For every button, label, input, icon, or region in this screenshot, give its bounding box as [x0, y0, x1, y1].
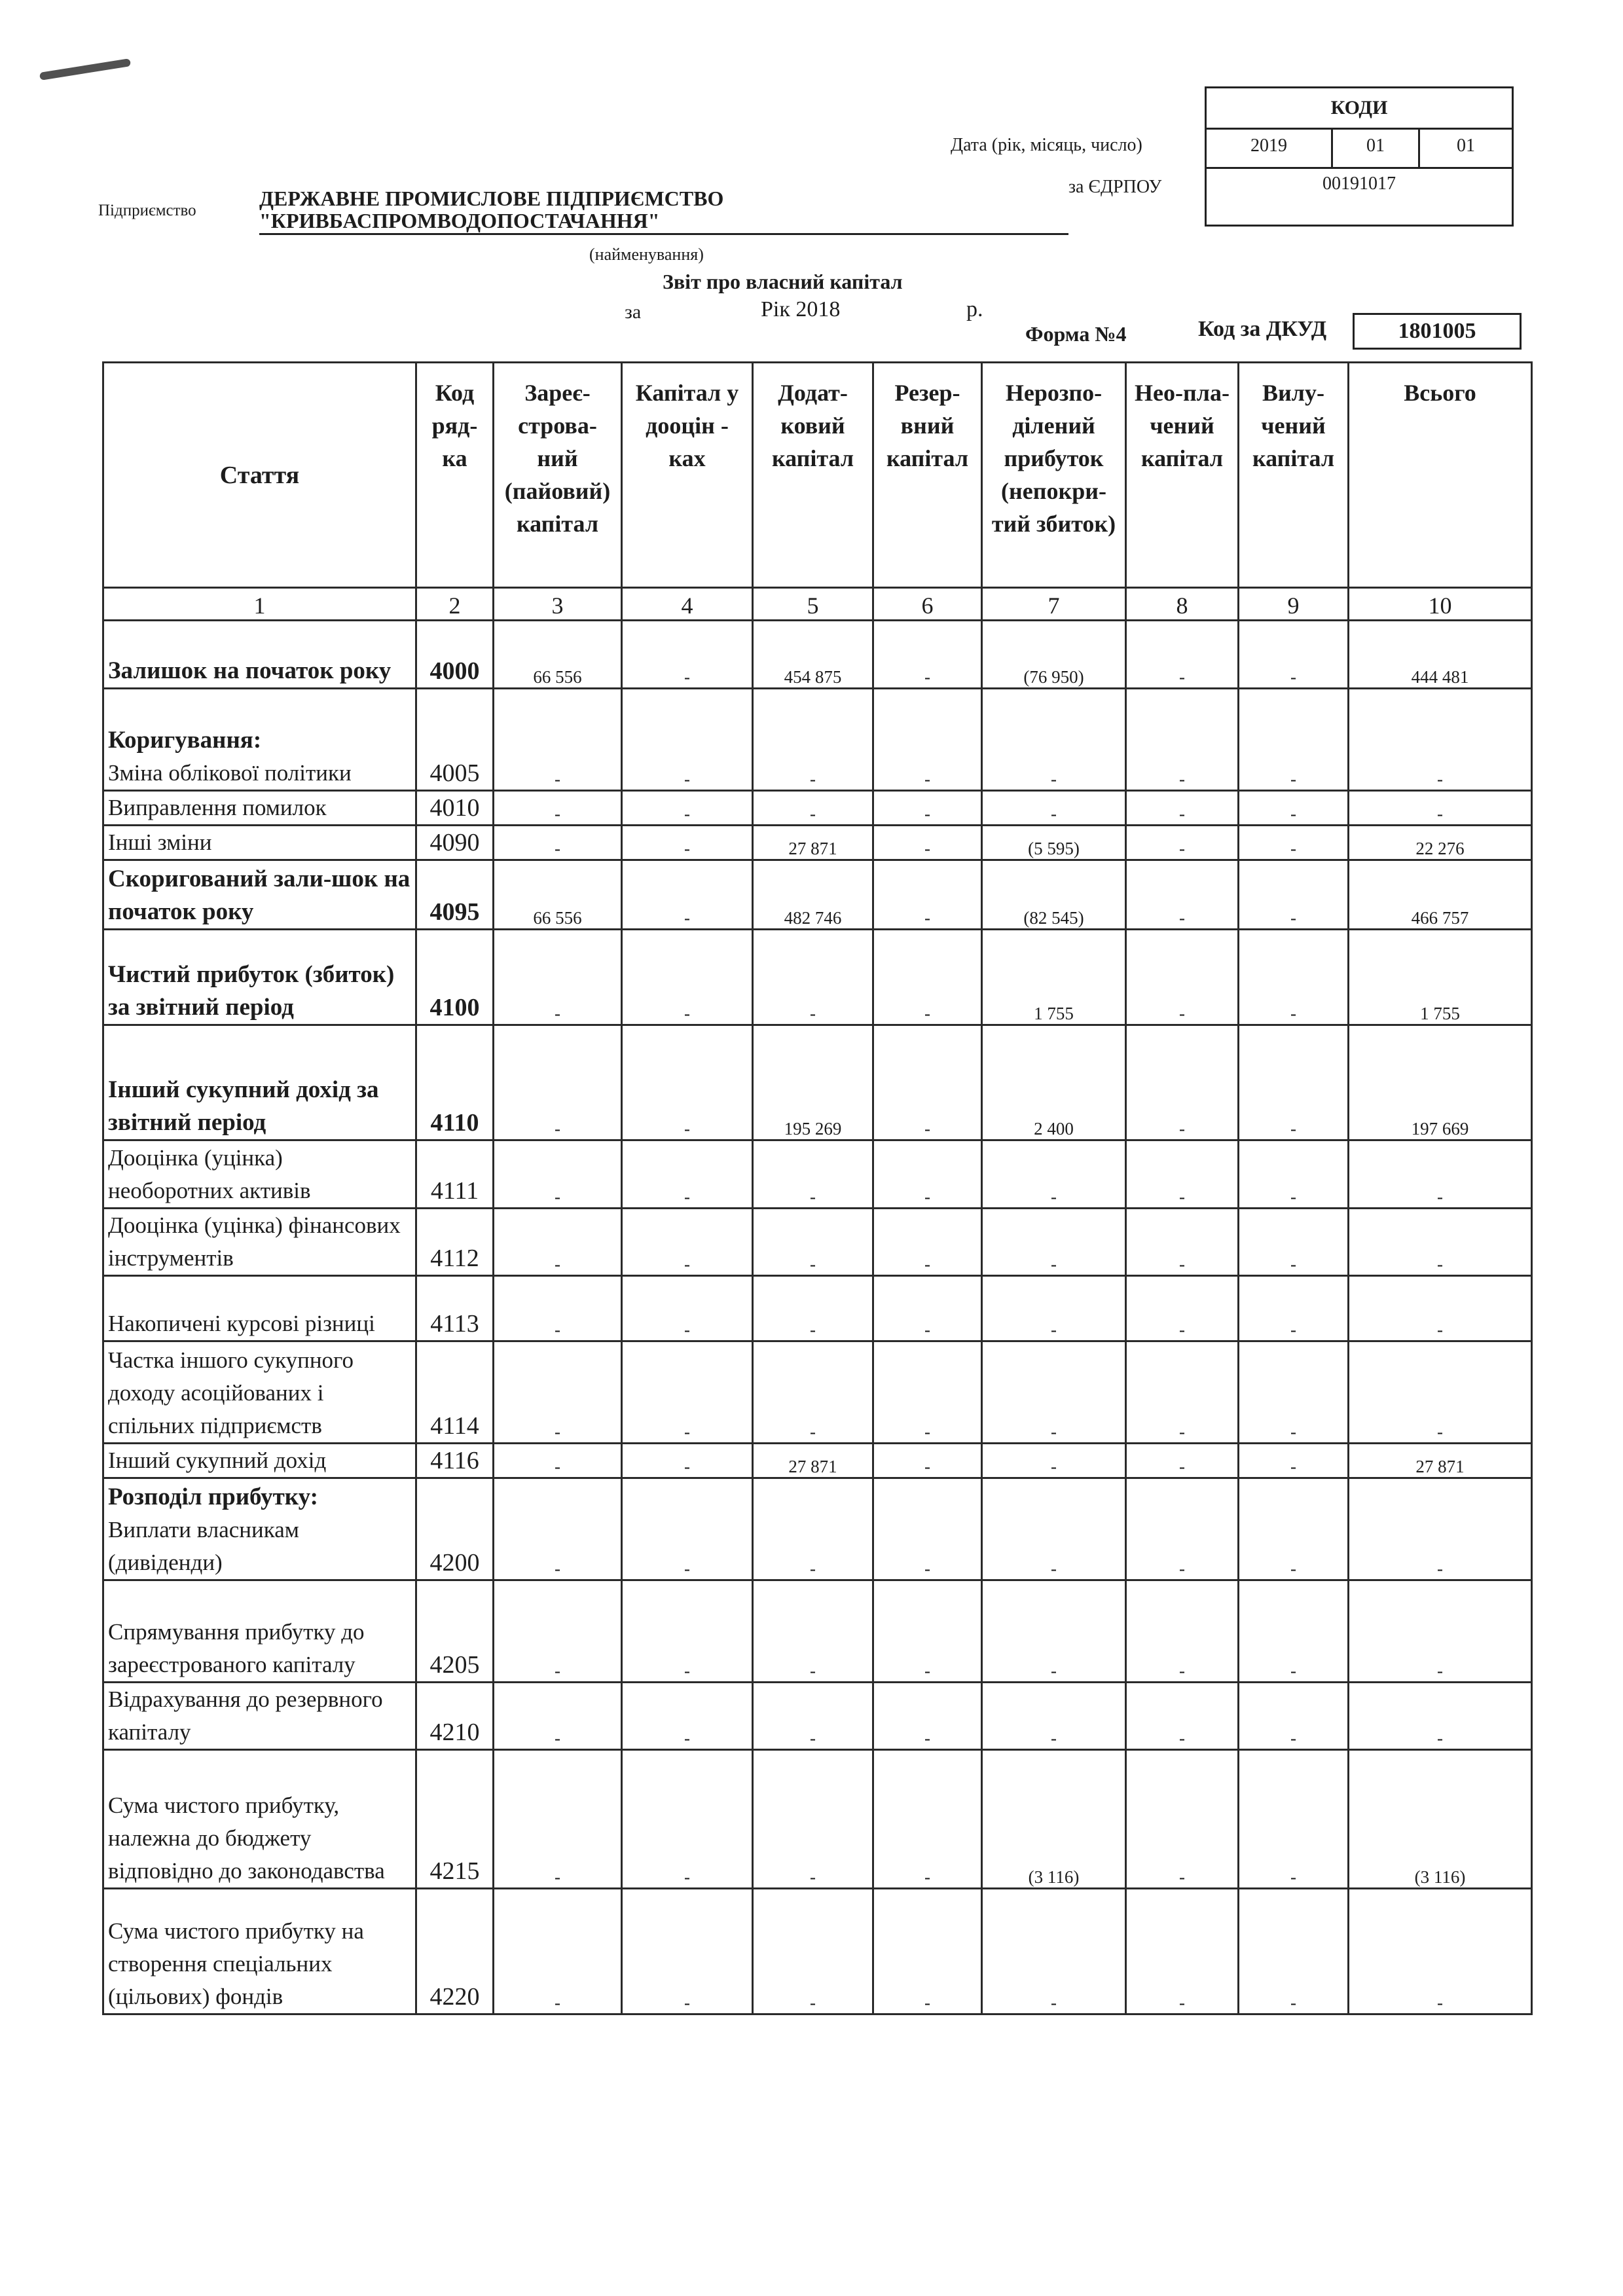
row-code: 4210 — [416, 1683, 494, 1750]
table-row — [103, 1683, 1532, 1750]
date-day: 01 — [1457, 136, 1475, 156]
row-value: 454 875 — [753, 621, 873, 689]
row-value: 27 871 — [1349, 1444, 1532, 1478]
row-value: - — [873, 1478, 982, 1580]
row-value: - — [1239, 1580, 1349, 1683]
dkud-label: Код за ДКУД — [1198, 317, 1327, 341]
row-article — [103, 826, 416, 860]
row-value: - — [1239, 1444, 1349, 1478]
table-row — [103, 1341, 1532, 1444]
row-value: 1 755 — [1349, 930, 1532, 1025]
row-article-label: Накопичені курсові різниці — [108, 1311, 375, 1336]
row-value: - — [1126, 860, 1239, 930]
row-article — [103, 1140, 416, 1209]
edrpou-label: за ЄДРПОУ — [1068, 177, 1162, 197]
header-additional-capital: Додат-ковий капітал — [753, 363, 873, 588]
table-row — [103, 1209, 1532, 1276]
row-value: 27 871 — [753, 826, 873, 860]
row-value: - — [873, 930, 982, 1025]
row-value: - — [873, 860, 982, 930]
row-article — [103, 689, 416, 791]
row-value: - — [1239, 1140, 1349, 1209]
row-code: 4095 — [416, 860, 494, 930]
row-value: 482 746 — [753, 860, 873, 930]
row-value: (3 116) — [982, 1750, 1126, 1889]
row-article — [103, 1683, 416, 1750]
row-value: - — [622, 791, 753, 826]
col-number: 10 — [1349, 588, 1532, 621]
dkud-code: 1801005 — [1353, 313, 1522, 350]
row-value: - — [1126, 1478, 1239, 1580]
enterprise-name-line1: ДЕРЖАВНЕ ПРОМИСЛОВЕ ПІДПРИЄМСТВО — [259, 187, 724, 210]
codes-title: КОДИ — [1207, 88, 1512, 130]
row-value: (5 595) — [982, 826, 1126, 860]
row-value: - — [1239, 826, 1349, 860]
header-code: Код ряд-ка — [416, 363, 494, 588]
row-value: 2 400 — [982, 1025, 1126, 1140]
row-value: - — [1349, 1683, 1532, 1750]
row-value: - — [622, 1276, 753, 1341]
table-row — [103, 621, 1532, 689]
row-article — [103, 1209, 416, 1276]
row-article — [103, 621, 416, 689]
row-value: - — [494, 1341, 622, 1444]
row-value: - — [1239, 1683, 1349, 1750]
row-value: - — [494, 791, 622, 826]
row-value: - — [622, 1478, 753, 1580]
row-value: - — [753, 1276, 873, 1341]
row-article-label: Сума чистого прибутку на створення спеціальних (цільових) фондів — [108, 1918, 364, 2009]
row-value: - — [1349, 791, 1532, 826]
scan-mark — [39, 58, 131, 81]
column-number-row — [103, 588, 1532, 621]
header-withdrawn-capital: Вилу-чений капітал — [1239, 363, 1349, 588]
row-value: - — [1239, 860, 1349, 930]
row-article-label: Сума чистого прибутку, належна до бюджету відповідно до законодавства — [108, 1793, 385, 1884]
row-article-label: Чистий прибуток (збиток) за звітний період — [108, 961, 395, 1021]
row-value: - — [1126, 1276, 1239, 1341]
row-value: - — [873, 1889, 982, 2014]
row-value: - — [873, 1025, 982, 1140]
row-article — [103, 1889, 416, 2014]
row-value: - — [622, 1889, 753, 2014]
row-value: - — [1126, 826, 1239, 860]
codes-box — [1205, 86, 1514, 227]
row-article-label: Частка іншого сукупного доходу асоційованих і спільних підприємств — [108, 1347, 354, 1438]
row-value: - — [1126, 1025, 1239, 1140]
row-value: - — [1126, 1580, 1239, 1683]
row-value: - — [622, 1209, 753, 1276]
row-value: - — [494, 689, 622, 791]
row-value: - — [753, 1478, 873, 1580]
row-value: - — [1126, 1889, 1239, 2014]
header-revaluation-capital: Капітал у дооцін - ках — [622, 363, 753, 588]
row-article — [103, 1750, 416, 1889]
row-value: 66 556 — [494, 621, 622, 689]
enterprise-label: Підприємство — [98, 202, 196, 219]
row-value: - — [753, 1341, 873, 1444]
row-value: - — [1239, 1276, 1349, 1341]
row-value: - — [982, 1140, 1126, 1209]
row-value: - — [753, 930, 873, 1025]
row-article — [103, 1580, 416, 1683]
row-value: - — [982, 1889, 1126, 2014]
table-row — [103, 826, 1532, 860]
row-value: - — [753, 1683, 873, 1750]
row-value: - — [494, 1276, 622, 1341]
table-row — [103, 1276, 1532, 1341]
row-code: 4005 — [416, 689, 494, 791]
row-value: - — [1126, 689, 1239, 791]
row-value: - — [1126, 1750, 1239, 1889]
enterprise-name-block — [259, 187, 1068, 235]
row-article — [103, 791, 416, 826]
row-article-label: Інші зміни — [108, 829, 212, 855]
row-value: - — [1239, 1750, 1349, 1889]
row-code: 4114 — [416, 1341, 494, 1444]
date-month: 01 — [1333, 128, 1420, 167]
row-value: - — [873, 1209, 982, 1276]
row-value: - — [622, 621, 753, 689]
row-value: - — [494, 1444, 622, 1478]
row-value: - — [982, 1276, 1126, 1341]
row-article — [103, 1025, 416, 1140]
row-value: - — [622, 1341, 753, 1444]
table-row — [103, 689, 1532, 791]
header-registered-capital: Зареє-строва-ний (пайовий) капітал — [494, 363, 622, 588]
col-number: 4 — [622, 588, 753, 621]
edrpou-code: 00191017 — [1322, 173, 1396, 194]
row-value: - — [494, 1140, 622, 1209]
header-unpaid-capital: Нео-пла-чений капітал — [1126, 363, 1239, 588]
row-article — [103, 1478, 416, 1580]
row-value: - — [622, 826, 753, 860]
equity-table — [102, 361, 1533, 2015]
enterprise-caption: (найменування) — [589, 245, 704, 264]
row-article-label: Скоригований зали-шок на початок року — [108, 866, 410, 925]
row-code: 4100 — [416, 930, 494, 1025]
row-value: - — [753, 1140, 873, 1209]
row-value: - — [982, 791, 1126, 826]
row-value: - — [982, 1341, 1126, 1444]
row-value: - — [753, 689, 873, 791]
row-value: - — [494, 1889, 622, 2014]
row-value: - — [622, 1444, 753, 1478]
row-value: - — [753, 1889, 873, 2014]
header-row — [103, 363, 1532, 588]
row-value: - — [982, 689, 1126, 791]
row-value: 66 556 — [494, 860, 622, 930]
row-value: - — [622, 1750, 753, 1889]
row-value: - — [982, 1209, 1126, 1276]
row-value: - — [1239, 791, 1349, 826]
table-row — [103, 1140, 1532, 1209]
table-row — [103, 1580, 1532, 1683]
row-value: - — [494, 1209, 622, 1276]
row-value: - — [873, 1341, 982, 1444]
row-value: - — [1349, 1209, 1532, 1276]
row-value: 444 481 — [1349, 621, 1532, 689]
row-value: - — [873, 689, 982, 791]
header-retained-earnings: Нерозпо-ділений прибуток (непокри-тий збиток) — [982, 363, 1126, 588]
row-value: - — [1126, 1140, 1239, 1209]
row-value: - — [873, 826, 982, 860]
table-row — [103, 1444, 1532, 1478]
row-article-label: Інший сукупний дохід — [108, 1448, 327, 1473]
date-label: Дата (рік, місяць, число) — [951, 135, 1142, 155]
row-value: - — [1239, 1889, 1349, 2014]
row-value: - — [1349, 1580, 1532, 1683]
row-code: 4220 — [416, 1889, 494, 2014]
row-value: - — [1239, 1478, 1349, 1580]
row-value: - — [622, 930, 753, 1025]
date-year: 2019 — [1207, 128, 1333, 167]
row-value: 195 269 — [753, 1025, 873, 1140]
row-value: - — [622, 1580, 753, 1683]
row-value: 27 871 — [753, 1444, 873, 1478]
row-code: 4205 — [416, 1580, 494, 1683]
row-article-label: Виплати власникам (дивіденди) — [108, 1517, 299, 1575]
row-value: - — [1239, 689, 1349, 791]
table-body — [103, 621, 1532, 2014]
table-row — [103, 1025, 1532, 1140]
row-article — [103, 1341, 416, 1444]
row-value: - — [873, 1276, 982, 1341]
row-code: 4010 — [416, 791, 494, 826]
table-row — [103, 1750, 1532, 1889]
row-value: - — [753, 1580, 873, 1683]
row-value: (3 116) — [1349, 1750, 1532, 1889]
row-value: - — [494, 1580, 622, 1683]
row-article — [103, 1276, 416, 1341]
row-value: - — [1126, 621, 1239, 689]
row-value: - — [1239, 621, 1349, 689]
row-value: - — [873, 621, 982, 689]
row-value: - — [873, 1140, 982, 1209]
row-value: 197 669 — [1349, 1025, 1532, 1140]
row-article — [103, 860, 416, 930]
row-code: 4000 — [416, 621, 494, 689]
row-code: 4090 — [416, 826, 494, 860]
col-number: 7 — [982, 588, 1126, 621]
row-article-label: Інший сукупний дохід за звітний період — [108, 1076, 379, 1136]
row-value: - — [1239, 1341, 1349, 1444]
header-reserve-capital: Резер-вний капітал — [873, 363, 982, 588]
row-value: - — [622, 1140, 753, 1209]
row-code: 4112 — [416, 1209, 494, 1276]
row-code: 4110 — [416, 1025, 494, 1140]
row-section-heading: Розподіл прибутку: — [108, 1484, 318, 1510]
col-number: 9 — [1239, 588, 1349, 621]
row-value: - — [753, 791, 873, 826]
date-cells — [1207, 128, 1512, 169]
row-code: 4111 — [416, 1140, 494, 1209]
row-value: - — [1239, 930, 1349, 1025]
table-row — [103, 930, 1532, 1025]
form-number: Форма №4 — [1025, 322, 1127, 346]
row-value: - — [982, 1580, 1126, 1683]
row-value: - — [622, 689, 753, 791]
row-value: - — [494, 1750, 622, 1889]
row-value: - — [1126, 930, 1239, 1025]
col-number: 6 — [873, 588, 982, 621]
enterprise-name-line2: "КРИВБАСПРОМВОДОПОСТАЧАННЯ" — [259, 209, 660, 232]
row-value: - — [982, 1444, 1126, 1478]
row-code: 4113 — [416, 1276, 494, 1341]
period: Рік 2018 — [761, 297, 841, 321]
row-value: - — [1126, 1341, 1239, 1444]
row-value: - — [1239, 1209, 1349, 1276]
row-value: - — [753, 1209, 873, 1276]
col-number: 3 — [494, 588, 622, 621]
table-row — [103, 1478, 1532, 1580]
table-row — [103, 860, 1532, 930]
row-value: - — [494, 826, 622, 860]
row-code: 4116 — [416, 1444, 494, 1478]
row-article — [103, 1444, 416, 1478]
row-value: - — [494, 930, 622, 1025]
row-value: - — [982, 1683, 1126, 1750]
row-value: - — [494, 1683, 622, 1750]
period-suffix: р. — [966, 297, 983, 321]
row-article-label: Залишок на початок року — [108, 657, 392, 684]
col-number: 2 — [416, 588, 494, 621]
row-value: - — [1349, 1140, 1532, 1209]
row-article-label: Зміна облікової політики — [108, 760, 352, 786]
report-title: Звіт про власний капітал — [663, 270, 903, 293]
row-section-heading: Коригування: — [108, 727, 262, 754]
row-value: - — [494, 1478, 622, 1580]
row-article-label: Дооцінка (уцінка) фінансових інструментів — [108, 1212, 401, 1271]
table-row — [103, 791, 1532, 826]
row-value: - — [1126, 1683, 1239, 1750]
row-value: - — [873, 1750, 982, 1889]
row-value: - — [753, 1750, 873, 1889]
row-value: - — [873, 1444, 982, 1478]
row-value: 1 755 — [982, 930, 1126, 1025]
row-value: - — [1349, 1276, 1532, 1341]
row-value: - — [1349, 1341, 1532, 1444]
row-value: - — [1349, 1478, 1532, 1580]
row-value: - — [622, 1683, 753, 1750]
table-row — [103, 1889, 1532, 2014]
row-value: - — [1349, 689, 1532, 791]
row-value: - — [1239, 1025, 1349, 1140]
row-code: 4200 — [416, 1478, 494, 1580]
period-prefix: за — [625, 301, 642, 323]
header-total: Всього — [1349, 363, 1532, 588]
row-article-label: Відрахування до резервного капіталу — [108, 1686, 383, 1745]
row-value: - — [873, 1580, 982, 1683]
row-value: - — [494, 1025, 622, 1140]
row-value: - — [622, 860, 753, 930]
col-number: 1 — [103, 588, 416, 621]
row-value: - — [1126, 1209, 1239, 1276]
row-value: - — [982, 1478, 1126, 1580]
row-value: - — [873, 1683, 982, 1750]
row-value: - — [622, 1025, 753, 1140]
row-value: - — [1349, 1889, 1532, 2014]
row-article-label: Виправлення помилок — [108, 795, 327, 820]
row-value: - — [873, 791, 982, 826]
row-article-label: Дооцінка (уцінка) необоротних активів — [108, 1145, 311, 1203]
col-number: 8 — [1126, 588, 1239, 621]
row-code: 4215 — [416, 1750, 494, 1889]
row-value: (82 545) — [982, 860, 1126, 930]
row-article — [103, 930, 416, 1025]
row-value: - — [1126, 791, 1239, 826]
col-number: 5 — [753, 588, 873, 621]
row-value: - — [1126, 1444, 1239, 1478]
row-value: 22 276 — [1349, 826, 1532, 860]
row-value: 466 757 — [1349, 860, 1532, 930]
row-value: (76 950) — [982, 621, 1126, 689]
header-article: Стаття — [103, 363, 416, 588]
row-article-label: Спрямування прибутку до зареєстрованого капіталу — [108, 1619, 365, 1677]
